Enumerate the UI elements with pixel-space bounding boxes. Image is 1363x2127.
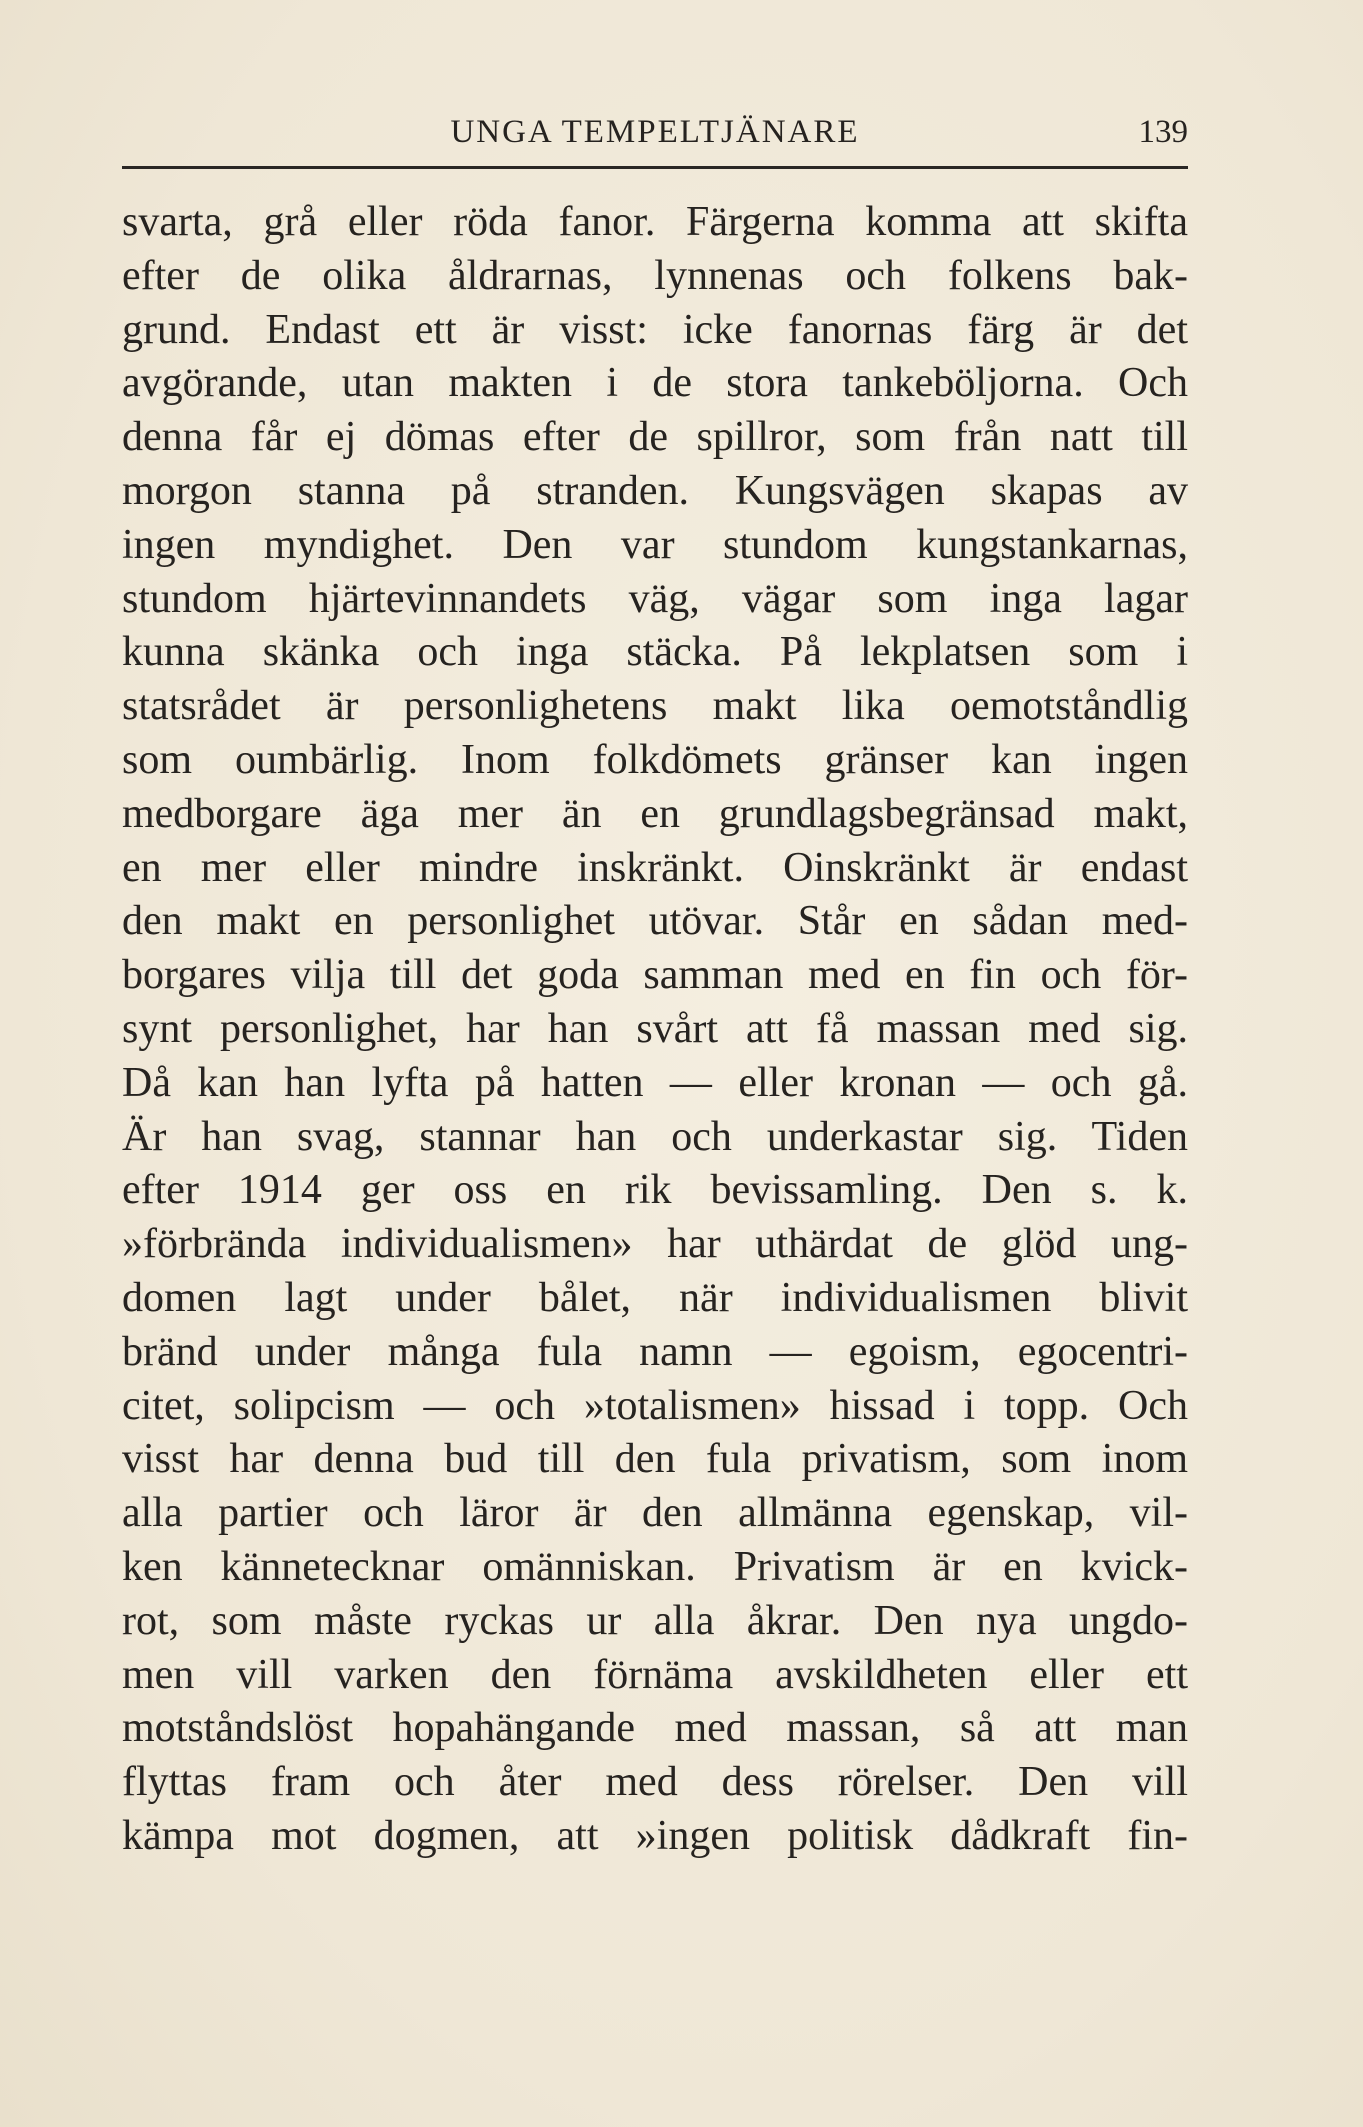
text-line: efter 1914 ger oss en rik bevissamling. Den s. k. — [122, 1167, 1188, 1214]
text-line: grund. Endast ett är visst: icke fanornas färg är det — [122, 306, 1188, 353]
text-line: domen lagt under bålet, när individualismen blivit — [122, 1274, 1188, 1321]
text-line: morgon stanna på stranden. Kungsvägen skapas av — [122, 467, 1188, 514]
text-line: statsrådet är personlighetens makt lika oemotståndlig — [122, 683, 1188, 730]
text-line: kämpa mot dogmen, att »ingen politisk dådkraft fin- — [122, 1812, 1188, 1859]
text-line: rot, som måste ryckas ur alla åkrar. Den nya ungdo- — [122, 1597, 1188, 1644]
text-line: denna får ej dömas efter de spillror, som från natt till — [122, 414, 1188, 461]
text-line: Då kan han lyfta på hatten — eller kronan — och gå. — [122, 1059, 1188, 1106]
text-line: den makt en personlighet utövar. Står en sådan med- — [122, 898, 1188, 945]
text-line: flyttas fram och åter med dess rörelser. Den vill — [122, 1759, 1188, 1806]
text-line: »förbrända individualismen» har uthärdat de glöd ung- — [122, 1221, 1188, 1268]
text-line: bränd under många fula namn — egoism, egocentri- — [122, 1328, 1188, 1375]
text-line: motståndslöst hopahängande med massan, så att man — [122, 1705, 1188, 1752]
text-line: kunna skänka och inga stäcka. På lekplatsen som i — [122, 629, 1188, 676]
running-head — [122, 110, 1188, 154]
text-line: ken kännetecknar omänniskan. Privatism är en kvick- — [122, 1543, 1188, 1590]
body-text — [122, 196, 1188, 1864]
text-line: avgörande, utan makten i de stora tankeböljorna. Och — [122, 360, 1188, 407]
text-line: en mer eller mindre inskränkt. Oinskränkt är endast — [122, 844, 1188, 891]
text-line: som oumbärlig. Inom folkdömets gränser kan ingen — [122, 736, 1188, 783]
text-line: borgares vilja till det goda samman med en fin och för- — [122, 952, 1188, 999]
text-line: citet, solipcism — och »totalismen» hissad i topp. Och — [122, 1382, 1188, 1429]
text-line: alla partier och läror är den allmänna egenskap, vil- — [122, 1490, 1188, 1537]
text-line: efter de olika åldrarnas, lynnenas och folkens bak- — [122, 252, 1188, 299]
text-line: svarta, grå eller röda fanor. Färgerna komma att skifta — [122, 199, 1188, 245]
text-line: synt personlighet, har han svårt att få massan med sig. — [122, 1005, 1188, 1052]
text-line: stundom hjärtevinnandets väg, vägar som inga lagar — [122, 575, 1188, 622]
text-line: Är han svag, stannar han och underkastar sig. Tiden — [122, 1113, 1188, 1160]
text-line: ingen myndighet. Den var stundom kungstankarnas, — [122, 521, 1188, 568]
header-rule — [122, 166, 1188, 169]
running-title: UNGA TEMPELTJÄNARE — [450, 114, 860, 150]
text-line: visst har denna bud till den fula privatism, som inom — [122, 1436, 1188, 1483]
text-line: men vill varken den förnäma avskildheten eller ett — [122, 1651, 1188, 1698]
page-number: 139 — [1138, 114, 1188, 150]
text-line: medborgare äga mer än en grundlagsbegränsad makt, — [122, 790, 1188, 837]
